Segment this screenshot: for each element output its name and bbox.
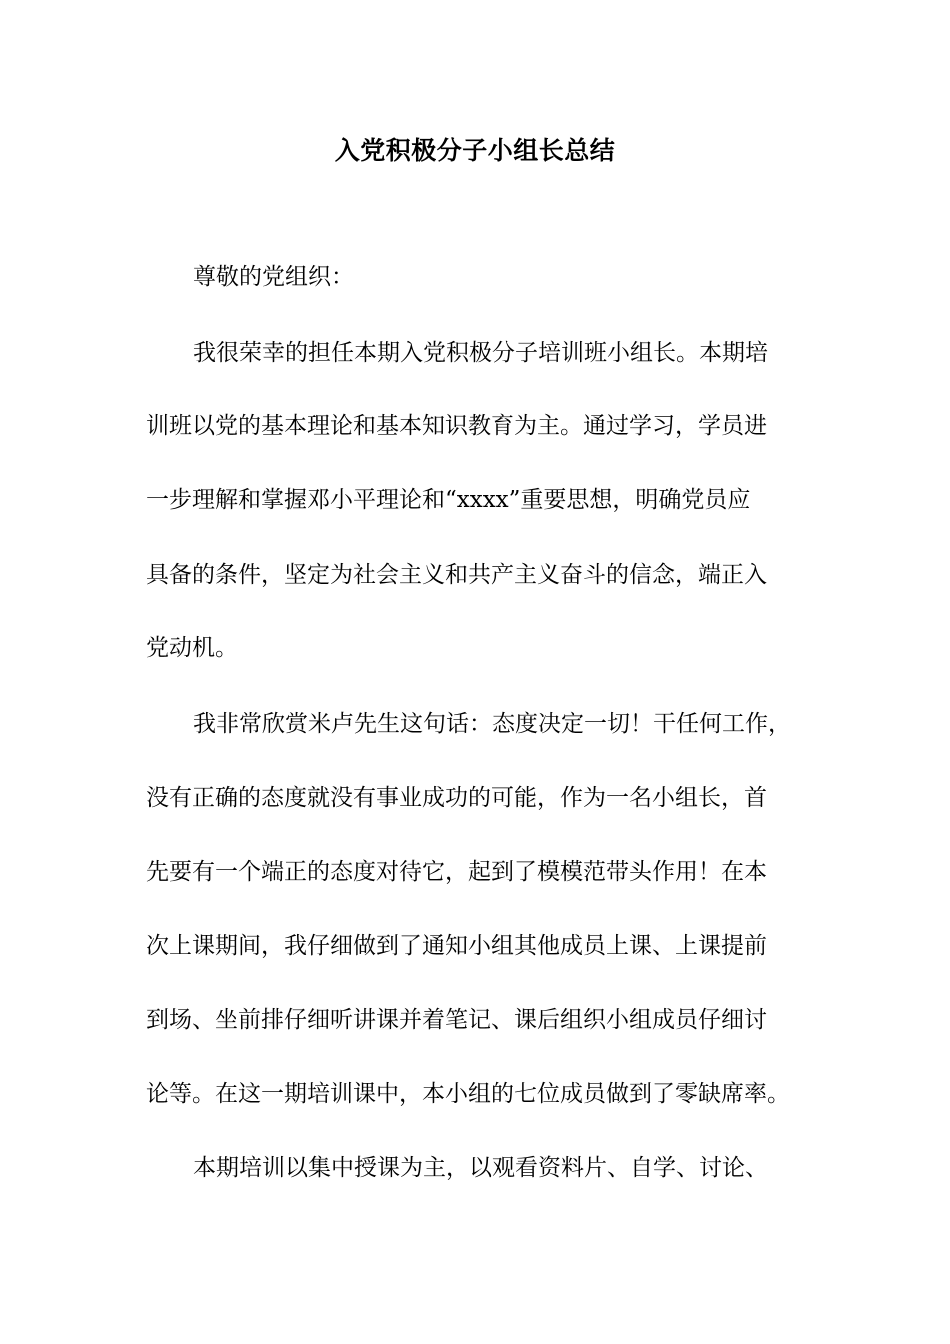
paragraph-line: 论等。在这一期培训课中，本小组的七位成员做到了零缺席率。	[146, 1081, 790, 1107]
paragraph-line: 我很荣幸的担任本期入党积极分子培训班小组长。本期培	[193, 340, 768, 366]
salutation-line: 尊敬的党组织：	[193, 264, 354, 290]
document-title: 入党积极分子小组长总结	[334, 136, 616, 165]
paragraph-line: 先要有一个端正的态度对待它，起到了模模范带头作用！在本	[146, 859, 767, 885]
paragraph-line: 训班以党的基本理论和基本知识教育为主。通过学习，学员进	[146, 413, 767, 439]
paragraph-line: 本期培训以集中授课为主，以观看资料片、自学、讨论、	[193, 1155, 768, 1181]
paragraph-line: 到场、坐前排仔细听讲课并着笔记、课后组织小组成员仔细讨	[146, 1007, 767, 1033]
paragraph-line: 没有正确的态度就没有事业成功的可能，作为一名小组长，首	[146, 785, 767, 811]
paragraph-line: 次上课期间，我仔细做到了通知小组其他成员上课、上课提前	[146, 933, 767, 959]
paragraph-line: 一步理解和掌握邓小平理论和“xxxx”重要思想，明确党员应	[146, 487, 751, 513]
paragraph-line: 我非常欣赏米卢先生这句话：态度决定一切！干任何工作，	[193, 711, 791, 737]
paragraph-line: 具备的条件，坚定为社会主义和共产主义奋斗的信念，端正入	[146, 562, 767, 588]
paragraph-line: 党动机。	[146, 635, 238, 661]
